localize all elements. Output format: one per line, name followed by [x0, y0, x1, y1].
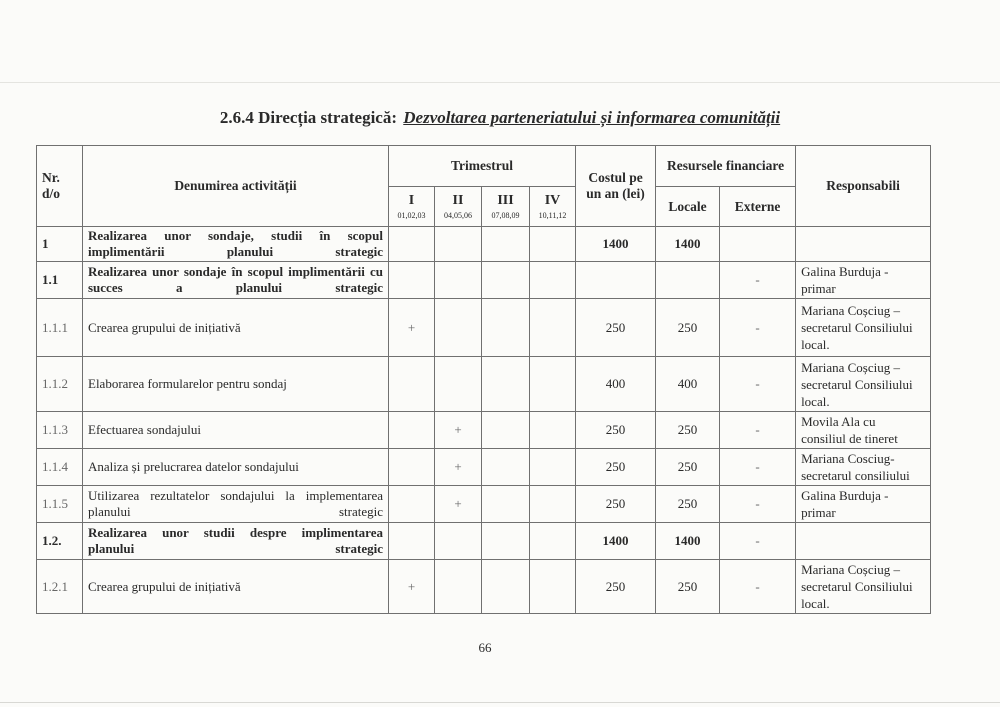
- quarter-mark: [482, 523, 530, 560]
- row-number: 1.1: [37, 262, 83, 299]
- responsible-line: consiliul de tineret: [801, 431, 898, 446]
- responsible-line: Mariana Coșciug –: [801, 303, 900, 318]
- header-external: Externe: [720, 187, 796, 227]
- row-number: 1.2.: [37, 523, 83, 560]
- table-row: [37, 486, 931, 523]
- cost-value: [576, 262, 656, 299]
- local-value: 1400: [656, 227, 720, 262]
- row-number: 1.1.2: [37, 357, 83, 412]
- external-value: -: [720, 357, 796, 412]
- quarter-mark: [530, 449, 576, 486]
- table-row: [37, 227, 931, 262]
- external-value: -: [720, 560, 796, 614]
- header-responsible: Responsabili: [796, 146, 931, 227]
- local-value: 400: [656, 357, 720, 412]
- header-activity: Denumirea activității: [83, 146, 389, 227]
- quarter-mark: [389, 486, 435, 523]
- responsible-person: [796, 523, 931, 560]
- quarter-mark: [435, 299, 482, 357]
- cost-value: 250: [576, 560, 656, 614]
- table-row: [37, 523, 931, 560]
- row-number: 1.2.1: [37, 560, 83, 614]
- page-number: 66: [478, 640, 492, 655]
- heading-prefix: 2.6.4 Direcția strategică:: [219, 108, 398, 127]
- quarter-mark: [482, 357, 530, 412]
- quarter-mark: [389, 262, 435, 299]
- cost-value: 250: [576, 449, 656, 486]
- cost-value: 400: [576, 357, 656, 412]
- responsible-person: [796, 357, 931, 412]
- responsible-line: primar: [801, 505, 836, 520]
- table-body: [37, 227, 931, 614]
- quarter-mark: +: [435, 412, 482, 449]
- external-value: -: [720, 262, 796, 299]
- external-value: -: [720, 523, 796, 560]
- cost-value: 250: [576, 486, 656, 523]
- header-quarter: III 07,08,09: [482, 187, 530, 227]
- quarter-mark: +: [389, 299, 435, 357]
- header-resources: Resursele financiare: [656, 146, 796, 187]
- local-value: 1400: [656, 523, 720, 560]
- quarter-mark: [435, 262, 482, 299]
- quarter-mark: [530, 299, 576, 357]
- quarter-mark: [482, 449, 530, 486]
- activity-name: Crearea grupului de inițiativă: [83, 299, 389, 357]
- quarter-mark: [435, 357, 482, 412]
- responsible-person: [796, 449, 931, 486]
- row-number: 1: [37, 227, 83, 262]
- responsible-line: primar: [801, 281, 836, 296]
- row-number: 1.1.4: [37, 449, 83, 486]
- section-heading: [0, 108, 1000, 128]
- quarter-mark: [435, 523, 482, 560]
- responsible-line: secretarul consiliului: [801, 468, 910, 483]
- table-row: [37, 357, 931, 412]
- responsible-line: secretarul Consiliului: [801, 579, 913, 594]
- responsible-line: Movila Ala cu: [801, 414, 876, 429]
- local-value: 250: [656, 299, 720, 357]
- row-number: 1.1.1: [37, 299, 83, 357]
- local-value: 250: [656, 449, 720, 486]
- responsible-line: Mariana Coșciug –: [801, 562, 900, 577]
- cost-value: 250: [576, 412, 656, 449]
- responsible-line: secretarul Consiliului: [801, 320, 913, 335]
- table-row: [37, 449, 931, 486]
- local-value: 250: [656, 560, 720, 614]
- external-value: -: [720, 486, 796, 523]
- quarter-mark: [389, 357, 435, 412]
- quarter-mark: [389, 449, 435, 486]
- row-number: 1.1.3: [37, 412, 83, 449]
- activity-name: Analiza și prelucrarea datelor sondajului: [83, 449, 389, 486]
- quarter-mark: [530, 227, 576, 262]
- table-row: [37, 299, 931, 357]
- quarter-mark: +: [389, 560, 435, 614]
- header-quarter: II 04,05,06: [435, 187, 482, 227]
- activity-name: Realizarea unor sondaje, studii în scopul implimentării planului strategic: [83, 227, 389, 262]
- table-row: [37, 412, 931, 449]
- activity-name: Crearea grupului de inițiativă: [83, 560, 389, 614]
- header-local: Locale: [656, 187, 720, 227]
- responsible-line: Mariana Cosciug-: [801, 451, 895, 466]
- local-value: [656, 262, 720, 299]
- responsible-line: local.: [801, 596, 830, 611]
- external-value: -: [720, 299, 796, 357]
- quarter-mark: [530, 262, 576, 299]
- local-value: 250: [656, 412, 720, 449]
- responsible-line: Mariana Coșciug –: [801, 359, 900, 375]
- cost-value: 1400: [576, 523, 656, 560]
- header-quarter: I 01,02,03: [389, 187, 435, 227]
- quarter-mark: [389, 412, 435, 449]
- quarter-mark: [435, 227, 482, 262]
- responsible-person: [796, 412, 931, 449]
- quarter-mark: [389, 227, 435, 262]
- activities-table: [36, 145, 931, 614]
- scan-artifact-line: [0, 82, 1000, 83]
- external-value: [720, 227, 796, 262]
- header-nr: Nr. d/o: [37, 146, 83, 227]
- quarter-mark: [530, 412, 576, 449]
- activity-name: Realizarea unor sondaje în scopul implimentării cu succes a planului strategic: [83, 262, 389, 299]
- table-header: [37, 146, 931, 227]
- scan-artifact-line: [0, 702, 1000, 703]
- table-row: [37, 262, 931, 299]
- activity-name: Utilizarea rezultatelor sondajului la implementarea planului strategic: [83, 486, 389, 523]
- cost-value: 1400: [576, 227, 656, 262]
- activity-name: Elaborarea formularelor pentru sondaj: [83, 357, 389, 412]
- quarter-mark: [482, 299, 530, 357]
- responsible-person: [796, 560, 931, 614]
- quarter-mark: [482, 227, 530, 262]
- header-cost: Costul pe un an (lei): [576, 146, 656, 227]
- responsible-person: [796, 262, 931, 299]
- responsible-person: [796, 486, 931, 523]
- quarter-mark: [389, 523, 435, 560]
- activity-name: Realizarea unor studii despre implimentarea planului strategic: [83, 523, 389, 560]
- quarter-mark: [482, 560, 530, 614]
- quarter-mark: [435, 560, 482, 614]
- responsible-line: local.: [801, 337, 830, 352]
- quarter-mark: +: [435, 449, 482, 486]
- header-quarter: IV 10,11,12: [530, 187, 576, 227]
- cost-value: 250: [576, 299, 656, 357]
- quarter-mark: [530, 523, 576, 560]
- quarter-mark: [530, 486, 576, 523]
- responsible-person: [796, 227, 931, 262]
- external-value: -: [720, 412, 796, 449]
- row-number: 1.1.5: [37, 486, 83, 523]
- quarter-mark: [530, 560, 576, 614]
- quarter-mark: [482, 412, 530, 449]
- header-trimester: Trimestrul: [389, 146, 576, 187]
- quarter-mark: +: [435, 486, 482, 523]
- responsible-line: secretarul Consiliului: [801, 376, 913, 392]
- responsible-person: [796, 299, 931, 357]
- responsible-line: local.: [801, 393, 830, 409]
- quarter-mark: [482, 262, 530, 299]
- table-row: [37, 560, 931, 614]
- quarter-mark: [482, 486, 530, 523]
- responsible-line: Galina Burduja -: [801, 488, 889, 503]
- quarter-mark: [530, 357, 576, 412]
- external-value: -: [720, 449, 796, 486]
- responsible-line: Galina Burduja -: [801, 264, 889, 279]
- activity-name: Efectuarea sondajului: [83, 412, 389, 449]
- local-value: 250: [656, 486, 720, 523]
- heading-title: Dezvoltarea parteneriatului și informarea comunității: [403, 108, 781, 127]
